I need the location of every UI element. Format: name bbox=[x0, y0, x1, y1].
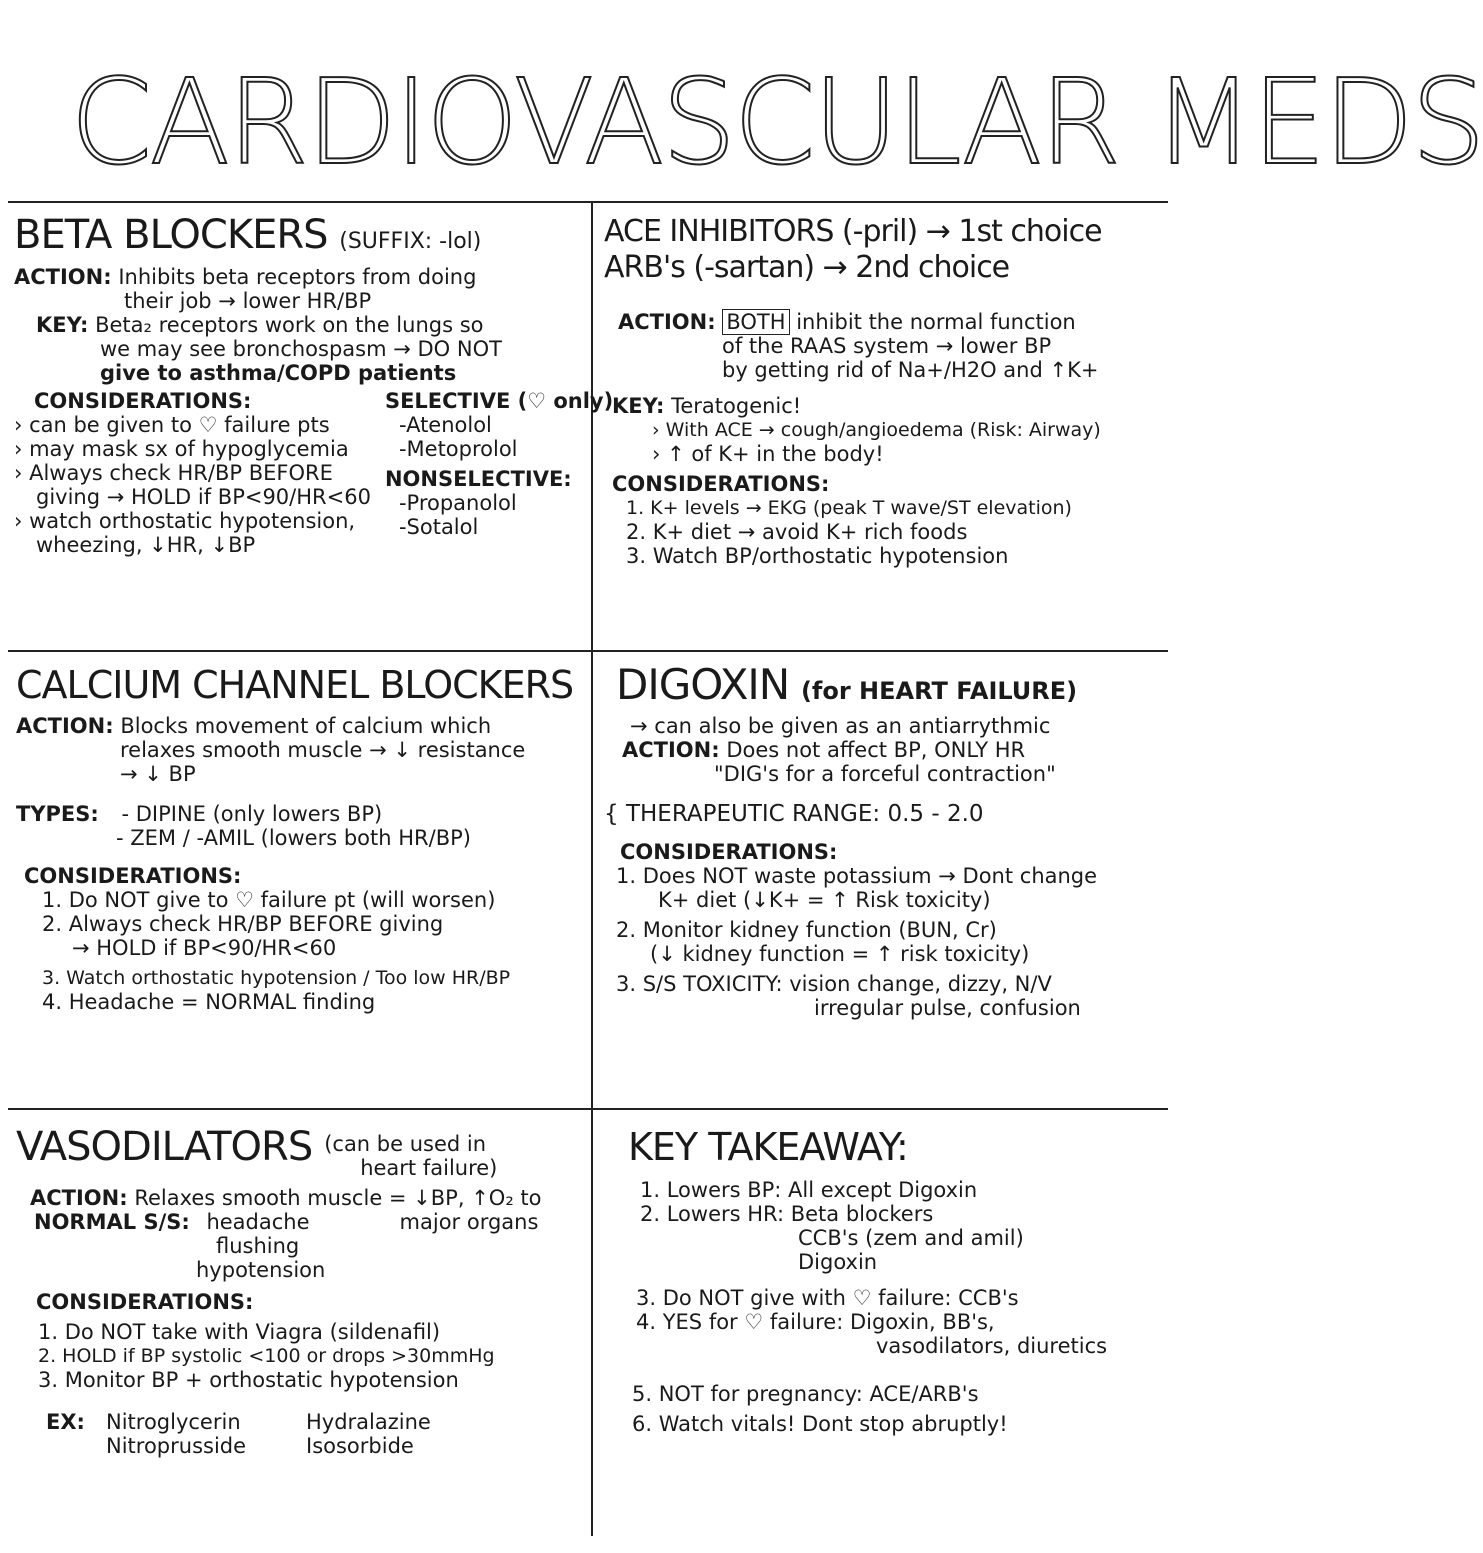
beta-action-label: ACTION: bbox=[14, 265, 112, 289]
takeaway-1: 1. Lowers BP: All except Digoxin bbox=[640, 1178, 978, 1202]
ace-key-2: › With ACE → cough/angioedema (Risk: Airway) bbox=[652, 419, 1101, 441]
beta-considerations-label: CONSIDERATIONS: bbox=[34, 389, 252, 413]
vaso-ex-1: Nitroglycerin bbox=[106, 1410, 241, 1434]
ccb-c5: 4. Headache = NORMAL finding bbox=[42, 990, 376, 1014]
vaso-c1: 1. Do NOT take with Viagra (sildenafil) bbox=[38, 1320, 441, 1344]
ace-c1: 1. K+ levels → EKG (peak T wave/ST elevation) bbox=[626, 497, 1072, 519]
ccb-considerations-label: CONSIDERATIONS: bbox=[24, 864, 242, 888]
beta-considerations bbox=[14, 389, 371, 557]
vaso-ex-label: EX: bbox=[46, 1410, 85, 1434]
digoxin-action-2: "DIG's for a forceful contraction" bbox=[714, 762, 1056, 786]
vaso-c2: 2. HOLD if BP systolic <100 or drops >30mmHg bbox=[38, 1345, 495, 1367]
vaso-heading-note-2: heart failure) bbox=[360, 1156, 498, 1180]
takeaway-5: 5. NOT for pregnancy: ACE/ARB's bbox=[632, 1382, 979, 1406]
beta-c4: giving → HOLD if BP<90/HR<60 bbox=[36, 485, 371, 509]
ace-c3: 3. Watch BP/orthostatic hypotension bbox=[626, 544, 1009, 568]
ace-action-1: inhibit the normal function bbox=[796, 310, 1076, 334]
beta-key-3: give to asthma/COPD patients bbox=[100, 361, 457, 385]
digoxin-heading-row bbox=[604, 662, 1179, 714]
takeaway-4b: vasodilators, diuretics bbox=[876, 1334, 1108, 1358]
digoxin-action-label: ACTION: bbox=[622, 738, 720, 762]
ace-key-label: KEY: bbox=[612, 394, 665, 418]
panel-digoxin bbox=[604, 662, 1179, 1020]
vaso-ex-4: Isosorbide bbox=[306, 1434, 414, 1458]
vaso-heading-row bbox=[16, 1124, 586, 1180]
beta-heading-row bbox=[14, 212, 584, 265]
takeaway-3: 3. Do NOT give with ♡ failure: CCB's bbox=[636, 1286, 1019, 1310]
ccb-c3: → HOLD if BP<90/HR<60 bbox=[72, 936, 337, 960]
takeaway-2: 2. Lowers HR: Beta blockers bbox=[640, 1202, 934, 1226]
vaso-action-2: major organs bbox=[399, 1210, 539, 1234]
beta-key-1: Beta₂ receptors work on the lungs so bbox=[95, 313, 484, 337]
ccb-c1: 1. Do NOT give to ♡ failure pt (will worsen) bbox=[42, 888, 496, 912]
ace-key-1: Teratogenic! bbox=[671, 394, 802, 418]
ace-key-3: › ↑ of K+ in the body! bbox=[652, 442, 884, 466]
takeaway-4: 4. YES for ♡ failure: Digoxin, BB's, bbox=[636, 1310, 995, 1334]
digoxin-heading-note: (for HEART FAILURE) bbox=[800, 677, 1078, 705]
vaso-c3: 3. Monitor BP + orthostatic hypotension bbox=[38, 1368, 459, 1392]
ace-heading-2: ARB's (-sartan) → 2nd choice bbox=[604, 250, 1010, 285]
beta-selective-label: SELECTIVE (♡ only) bbox=[384, 389, 614, 413]
vaso-normal-3: hypotension bbox=[196, 1258, 326, 1282]
beta-nonselective-label: NONSELECTIVE: bbox=[384, 467, 572, 491]
ccb-types-1: - DIPINE (only lowers BP) bbox=[121, 802, 383, 826]
ccb-c2: 2. Always check HR/BP BEFORE giving bbox=[42, 912, 444, 936]
ace-heading-1: ACE INHIBITORS (-pril) → 1st choice bbox=[604, 214, 1102, 249]
ccb-c4: 3. Watch orthostatic hypotension / Too low HR/BP bbox=[42, 967, 511, 989]
page-title: CARDIOVASCULAR MEDS bbox=[70, 53, 1483, 191]
ccb-action-3: → ↓ BP bbox=[120, 762, 196, 786]
digoxin-considerations-label: CONSIDERATIONS: bbox=[620, 840, 838, 864]
ccb-action-1: Blocks movement of calcium which bbox=[120, 714, 492, 738]
beta-key-label: KEY: bbox=[36, 313, 89, 337]
takeaway-6: 6. Watch vitals! Dont stop abruptly! bbox=[632, 1412, 1008, 1436]
panel-ace-inhibitors bbox=[604, 214, 1179, 568]
divider-top bbox=[8, 201, 1168, 203]
ccb-types-label: TYPES: bbox=[16, 802, 99, 826]
ccb-types-2: - ZEM / -AMIL (lowers both HR/BP) bbox=[116, 826, 471, 850]
beta-s2: -Metoprolol bbox=[398, 437, 518, 461]
panel-key-takeaway bbox=[628, 1124, 1168, 1436]
takeaway-2c: Digoxin bbox=[798, 1250, 878, 1274]
ace-action-label: ACTION: bbox=[618, 310, 716, 334]
beta-c6: wheezing, ↓HR, ↓BP bbox=[36, 533, 256, 557]
beta-c3: › Always check HR/BP BEFORE bbox=[14, 461, 333, 485]
digoxin-heading: DIGOXIN bbox=[616, 660, 790, 709]
vaso-normal-1: headache bbox=[206, 1210, 310, 1234]
beta-drug-lists bbox=[385, 389, 613, 557]
beta-s1: -Atenolol bbox=[398, 413, 492, 437]
digoxin-line-1: → can also be given as an antiarrythmic bbox=[630, 714, 1051, 738]
digoxin-c1: 1. Does NOT waste potassium → Dont change bbox=[616, 864, 1098, 888]
digoxin-action-1: Does not affect BP, ONLY HR bbox=[726, 738, 1026, 762]
vaso-normal-label: NORMAL S/S: bbox=[34, 1210, 190, 1234]
beta-action-1: Inhibits beta receptors from doing bbox=[118, 265, 477, 289]
digoxin-c5: 3. S/S TOXICITY: vision change, dizzy, N/V bbox=[616, 972, 1052, 996]
vaso-heading: VASODILATORS bbox=[16, 1124, 313, 1170]
vaso-normal-2: flushing bbox=[216, 1234, 300, 1258]
beta-n1: -Propanolol bbox=[398, 491, 517, 515]
beta-c1: › can be given to ♡ failure pts bbox=[14, 413, 330, 437]
vaso-heading-note bbox=[324, 1132, 497, 1180]
takeaway-2b: CCB's (zem and amil) bbox=[798, 1226, 1024, 1250]
vaso-action-label: ACTION: bbox=[30, 1186, 128, 1210]
divider-row-2 bbox=[8, 1108, 1168, 1110]
takeaway-heading: KEY TAKEAWAY: bbox=[628, 1125, 908, 1169]
beta-columns bbox=[14, 389, 614, 557]
digoxin-c6: irregular pulse, confusion bbox=[814, 996, 1081, 1020]
digoxin-therapeutic: { THERAPEUTIC RANGE: 0.5 - 2.0 bbox=[604, 801, 984, 827]
vaso-heading-note-1: (can be used in bbox=[324, 1132, 487, 1156]
beta-n2: -Sotalol bbox=[398, 515, 479, 539]
vaso-ex-2: Hydralazine bbox=[306, 1410, 431, 1434]
ccb-heading: CALCIUM CHANNEL BLOCKERS bbox=[16, 663, 574, 707]
ace-considerations-label: CONSIDERATIONS: bbox=[612, 472, 830, 496]
vaso-ex-3: Nitroprusside bbox=[106, 1434, 247, 1458]
beta-c5: › watch orthostatic hypotension, bbox=[14, 509, 356, 533]
beta-key-2: we may see bronchospasm → DO NOT bbox=[100, 337, 502, 361]
ccb-action-2: relaxes smooth muscle → ↓ resistance bbox=[120, 738, 526, 762]
digoxin-c4: (↓ kidney function = ↑ risk toxicity) bbox=[650, 942, 1030, 966]
beta-c2: › may mask sx of hypoglycemia bbox=[14, 437, 349, 461]
digoxin-c3: 2. Monitor kidney function (BUN, Cr) bbox=[616, 918, 997, 942]
panel-beta-blockers bbox=[14, 212, 614, 557]
ace-both-label: BOTH bbox=[722, 309, 789, 335]
panel-vasodilators bbox=[16, 1124, 586, 1458]
panel-calcium-channel-blockers bbox=[16, 662, 586, 1014]
beta-suffix: (SUFFIX: -lol) bbox=[339, 229, 482, 254]
divider-row-1 bbox=[8, 650, 1168, 652]
ace-action-2: of the RAAS system → lower BP bbox=[722, 334, 1052, 358]
digoxin-c2: K+ diet (↓K+ = ↑ Risk toxicity) bbox=[658, 888, 991, 912]
beta-heading: BETA BLOCKERS bbox=[14, 212, 328, 258]
vaso-action-1: Relaxes smooth muscle = ↓BP, ↑O₂ to bbox=[134, 1186, 542, 1210]
ccb-action-label: ACTION: bbox=[16, 714, 114, 738]
vaso-considerations-label: CONSIDERATIONS: bbox=[36, 1290, 254, 1314]
beta-action-2: their job → lower HR/BP bbox=[124, 289, 372, 313]
ace-action-3: by getting rid of Na+/H2O and ↑K+ bbox=[722, 358, 1099, 382]
ace-c2: 2. K+ diet → avoid K+ rich foods bbox=[626, 520, 968, 544]
